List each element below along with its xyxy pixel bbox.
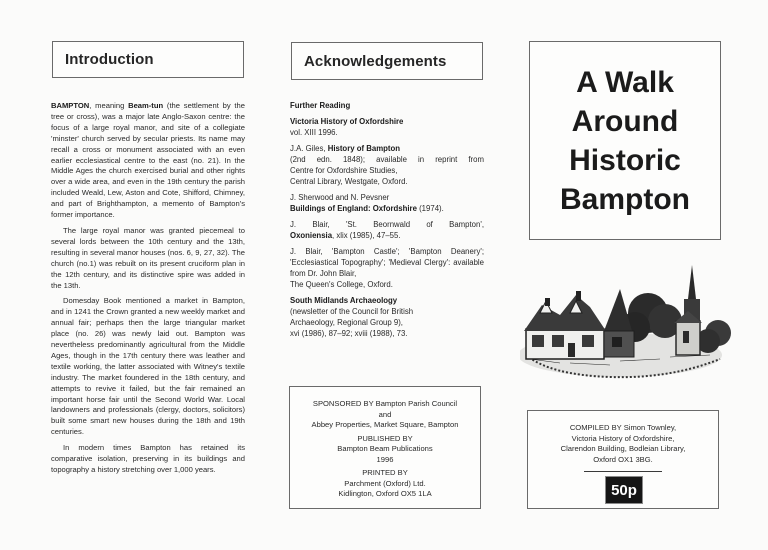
intro-paragraph-4: In modern times Bampton has retained its comparative isolation, preserving in its buildings and topography a history stretching over 1,000 years. xyxy=(51,443,245,474)
intro-paragraph-3: Domesday Book mentioned a market in Bampton, and in 1241 the Crown granted a new weekly market and annual fair; perhaps then the large triangular market place (no. 26) was newly laid out. Bampton was nevertheless predominantly agricultural from the Middle Ages, though in the 17th century there was leather and textile working, the latter associated with Witney's textile industry. The market foundered in the 18th century, and attempts to revive it failed, but the fair remained an important horse fair until the Second World War. Local landowners and professionals (clergy, doctors, solicitors) built some smart new houses during the 18th and 19th centuries. xyxy=(51,296,245,437)
printer-name: Parchment (Oxford) Ltd. xyxy=(344,478,426,488)
reference-detail: Archaeology, Regional Group 9), xyxy=(290,318,403,327)
reference-author: J. Sherwood and N. Pevsner xyxy=(290,193,390,202)
introduction-body xyxy=(51,101,245,481)
sponsored-and-text: and xyxy=(378,409,392,419)
cover-title-line-2: Around xyxy=(571,104,679,138)
reference-item xyxy=(290,192,484,214)
acknowledgements-heading: Acknowledgements xyxy=(304,52,447,70)
reference-detail: (1974). xyxy=(416,204,444,213)
publication-year: 1996 xyxy=(376,454,394,464)
price-divider xyxy=(584,471,662,472)
cover-title-box xyxy=(529,41,721,240)
reference-item xyxy=(290,295,484,339)
introduction-heading: Introduction xyxy=(65,51,154,68)
intro-paragraph-2: The large royal manor was granted piecemeal to several lords between the 10th century and the 13th, resulting in several manor houses (nos. 6, 9, 27, 32). The church (no.1) was rebuilt on its present cruciform plan in the 12th century, and its distinctive spire was added in the 13th. xyxy=(51,225,245,290)
reference-detail: vol. XIII 1996. xyxy=(290,128,338,137)
reference-author: J.A. Giles, xyxy=(290,144,328,153)
further-reading-list xyxy=(290,101,484,344)
reference-detail: Centre for Oxfordshire Studies, xyxy=(290,166,398,175)
bampton-engraving-illustration xyxy=(520,255,735,385)
sponsored-by-group xyxy=(290,399,480,431)
acknowledgements-heading-box xyxy=(291,42,483,80)
sponsored-by-text: SPONSORED BY Bampton Parish Council xyxy=(312,399,458,408)
reference-detail: (newsletter of the Council for British xyxy=(290,307,414,316)
beam-tun-bold: Beam-tun xyxy=(128,101,164,110)
reference-detail: The Queen's College, Oxford. xyxy=(290,280,393,289)
printed-by-label: PRINTED BY xyxy=(362,468,408,477)
sponsor-credits-box xyxy=(289,386,481,509)
further-reading-label: Further Reading xyxy=(290,101,351,110)
intro-text: , meaning xyxy=(89,101,129,110)
reference-title: South Midlands Archaeology xyxy=(290,296,398,305)
cover-title-line-4: Bampton xyxy=(560,182,690,216)
compiler-address: Oxford OX1 3BG. xyxy=(593,454,653,464)
compiled-by-text: COMPILED BY Simon Townley, xyxy=(569,423,677,432)
published-by-group xyxy=(290,434,480,466)
houses-and-church-icon xyxy=(520,255,735,385)
reference-title: History of Bampton xyxy=(327,144,401,153)
reference-item xyxy=(290,143,484,187)
reference-detail: , xlix (1985), 47–55. xyxy=(332,231,401,240)
reference-author: J. Blair, 'St. Beornwald of Bampton', xyxy=(290,220,484,229)
reference-item xyxy=(290,116,484,138)
cover-title-line-1: A Walk xyxy=(576,65,674,99)
compiler-institution: Victoria History of Oxfordshire, xyxy=(571,433,675,443)
compiler-building: Clarendon Building, Bodleian Library, xyxy=(560,444,686,453)
intro-paragraph-1 xyxy=(51,101,245,221)
printed-by-group xyxy=(290,468,480,500)
price-badge: 50p xyxy=(605,476,643,504)
cover-title-line-3: Historic xyxy=(569,143,681,177)
introduction-heading-box xyxy=(52,41,244,78)
reference-title: Buildings of England: Oxfordshire xyxy=(290,204,417,213)
reference-item xyxy=(290,219,484,241)
publisher-name: Bampton Beam Publications xyxy=(337,444,433,453)
bampton-bold: BAMPTON xyxy=(51,101,90,110)
reference-title: Victoria History of Oxfordshire xyxy=(290,117,404,126)
reference-author: J. Blair, 'Bampton Castle'; 'Bampton Deanery'; 'Ecclesiastical Topography'; 'Medieval Clergy': available from Dr. John Blair, xyxy=(290,247,484,278)
reference-detail: Central Library, Westgate, Oxford. xyxy=(290,177,408,186)
intro-text: (the settlement by the tree or cross), was a major late Anglo-Saxon centre: the focus of a large royal manor, and site of a collegiate 'minster' church served by secular priests. Its name may recall a cross or monument associated with an even earlier ecclesiastical centre to the east (no. 21). In the Middle Ages the church exercised burial and other rights over a wide area, and even in the 19th century the parish included Weald, Lew, Aston and Cote, Shifford, Chimney, and part of Brighthampton, a memento of Bampton's former importance. xyxy=(51,101,245,220)
reference-detail: xvi (1986), 87–92; xviii (1988), 73. xyxy=(290,329,408,338)
reference-detail: (2nd edn. 1848); available in reprint from xyxy=(290,155,484,164)
reference-title: Oxoniensia xyxy=(290,231,333,240)
reference-item xyxy=(290,246,484,290)
published-by-label: PUBLISHED BY xyxy=(357,433,413,443)
printer-address: Kidlington, Oxford OX5 1LA xyxy=(338,489,432,498)
sponsor-2-text: Abbey Properties, Market Square, Bampton xyxy=(311,420,459,429)
